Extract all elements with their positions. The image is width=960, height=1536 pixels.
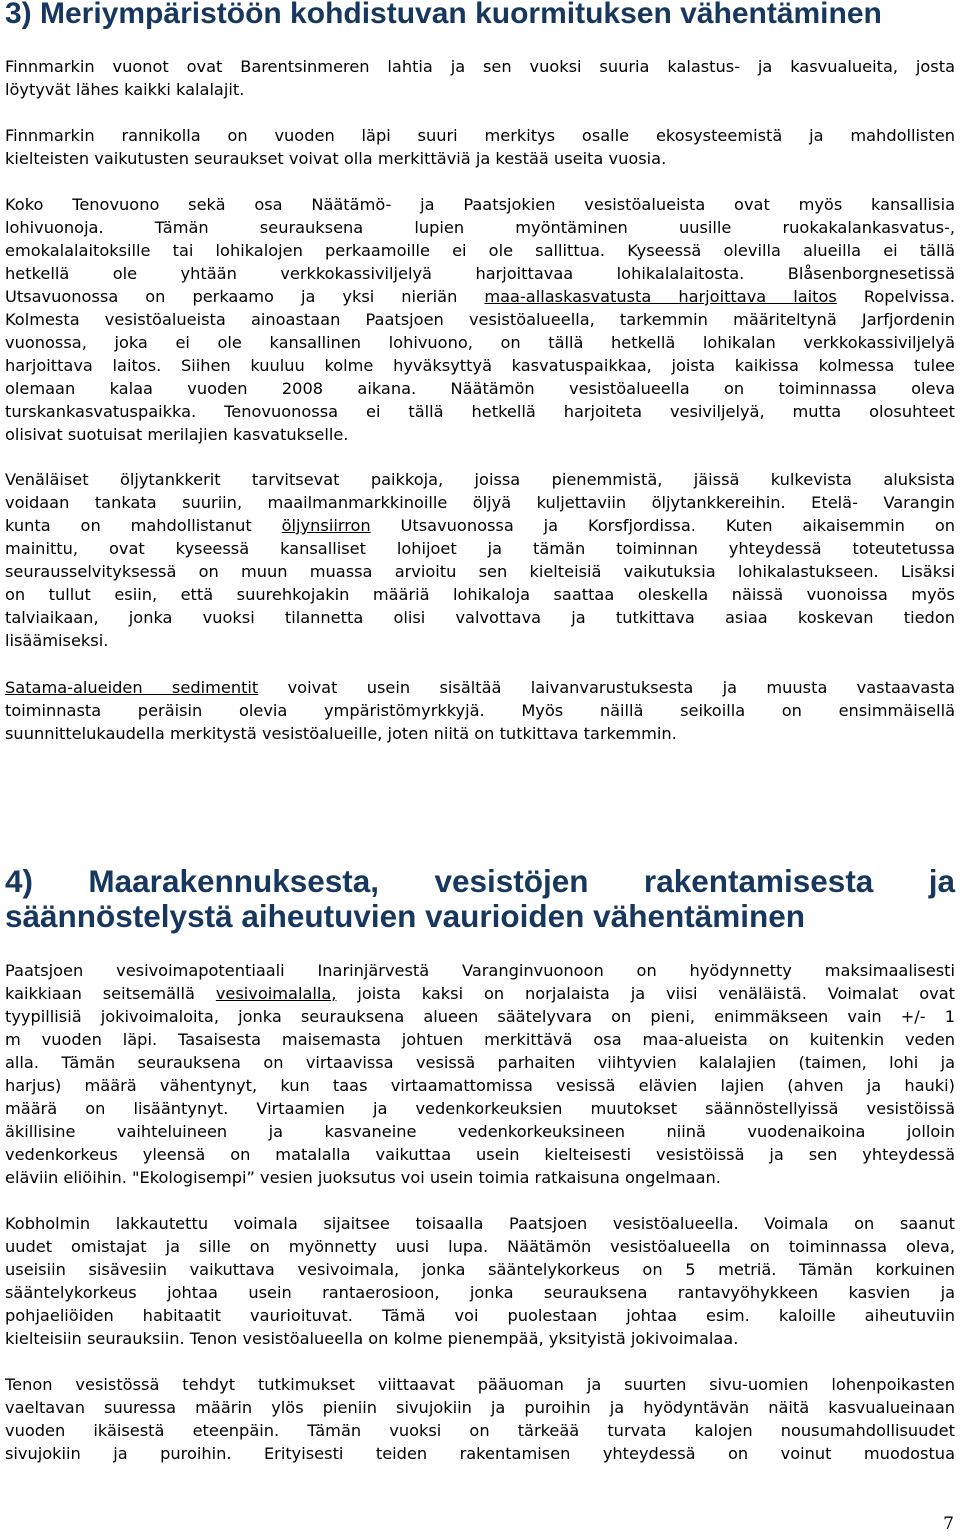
- section-4-paragraph-2: [5, 1212, 955, 1350]
- text-line: kielteisiin seurauksiin. Tenon vesistöalueella on kolme pienempää, yksityistä jokivoimalaa.: [5, 1329, 739, 1348]
- text-line: on tullut esiin, että suurehkojakin määriä lohikaloja saattaa oleskella näissä vuonoissa myös: [5, 585, 955, 604]
- text-line: vuonossa, joka ei ole kansallinen lohivuono, on tällä hetkellä lohikalan verkkokassiviljelyä: [5, 333, 955, 352]
- text-line: [5, 676, 955, 699]
- text-line: emokalalaitoksille tai lohikalojen perkaamoille ei ole sallittua. Kyseessä olevilla alueilla ei tällä: [5, 241, 955, 260]
- text-line: äkillisine vaihteluineen ja kasvaneine vedenkorkeuksineen niinä vuodenaikoina jolloin: [5, 1122, 955, 1141]
- text-run: kaikkiaan seitsemällä: [5, 984, 216, 1003]
- text-line: sääntelykorkeus johtaa usein rantaerosioon, jonka seurauksena rantavyöhykkeen kasvien ja: [5, 1283, 955, 1302]
- text-line: seurausselvityksessä on muun muassa arvioitu sen kielteisiä vaikutuksia lohikalastukseen. Lisäksi: [5, 562, 955, 581]
- text-line: löytyvät lähes kaikki kalalajit.: [5, 80, 245, 99]
- text-line: talviaikaan, jonka vuoksi tilannetta olisi valvottava ja tutkittava asiaa koskevan tiedon: [5, 608, 955, 627]
- page-number: 7: [943, 1514, 954, 1534]
- text-line: alla. Tämän seurauksena on virtaavissa vesissä parhaiten viihtyvien kalalajien (taimen, lohi ja: [5, 1053, 955, 1072]
- text-line: Paatsjoen vesivoimapotentiaali Inarinjärvestä Varanginvuonoon on hyödynnetty maksimaalisesti: [5, 961, 955, 980]
- text-line: [5, 982, 955, 1005]
- text-line: eläviin eliöihin. "Ekologisempi” vesien juoksutus voi usein toimia ratkaisuna ongelmaan.: [5, 1168, 721, 1187]
- heading-line: 4) Maarakennuksesta, vesistöjen rakentamisesta ja: [5, 863, 955, 899]
- section-3-paragraph-2: [5, 124, 955, 170]
- section-4-heading: [5, 864, 955, 934]
- text-line: vuoden ikäisestä eteenpäin. Tämän vuoksi on tärkeää turvata kalojen nousumahdollisuudet: [5, 1421, 955, 1440]
- text-run: Utsavuonossa ja Korsfjordissa. Kuten aikaisemmin on: [370, 516, 955, 535]
- section-3-paragraph-4: [5, 468, 955, 652]
- text-line: Tenon vesistössä tehdyt tutkimukset viittaavat pääuoman ja suurten sivu-uomien lohenpoikasten: [5, 1375, 955, 1394]
- text-line: pohjaeliöiden habitaatit vaurioituvat. Tämä voi puolestaan johtaa esim. kaloille aiheutuviin: [5, 1306, 955, 1325]
- text-line: olisivat suotuisat merilajien kasvatukselle.: [5, 425, 349, 444]
- link-oil-transfer[interactable]: öljynsiirron: [281, 516, 371, 535]
- text-line: mainittu, ovat kyseessä kansalliset lohijoet ja tämän toiminnan yhteydessä toteutetussa: [5, 539, 955, 558]
- section-4-paragraph-1: [5, 959, 955, 1189]
- text-run: kunta on mahdollistanut: [5, 516, 282, 535]
- text-run: Utsavuonossa on perkaamo ja yksi nieriän: [5, 287, 485, 306]
- text-line: sivujokiin ja puroihin. Erityisesti teiden rakentamisen yhteydessä on voinut muodostua: [5, 1444, 955, 1463]
- text-line: tyypillisiä jokivoimaloita, jonka seurauksena alueen säätelyvara on pieni, enimmäkseen vain +/- 1: [5, 1007, 955, 1026]
- text-line: olemaan kalaa vuoden 2008 aikana. Näätämön vesistöalueella on toiminnassa oleva: [5, 379, 955, 398]
- section-3-paragraph-5: [5, 676, 955, 745]
- link-hydropower[interactable]: vesivoimalalla,: [215, 984, 337, 1003]
- text-line: kielteisten vaikutusten seuraukset voivat olla merkittäviä ja kestää useita vuosia.: [5, 149, 667, 168]
- text-line: [5, 285, 955, 308]
- text-line: Kolmesta vesistöalueista ainoastaan Paatsjoen vesistöalueella, tarkemmin määriteltynä Jarfjordenin: [5, 310, 955, 329]
- heading-line: säännöstelystä aiheutuvien vaurioiden vähentäminen: [5, 898, 805, 934]
- section-3-paragraph-3: [5, 193, 955, 446]
- text-line: lohivuonoja. Tämän seurauksena lupien myöntäminen uusille ruokakalankasvatus-,: [5, 218, 955, 237]
- section-3-heading: 3) Meriympäristöön kohdistuvan kuormituksen vähentäminen: [5, 0, 882, 30]
- text-line: voidaan tankata suuriin, maailmanmarkkinoille öljyä kuljettaviin öljytankkereihin. Etelä- Varangin: [5, 493, 955, 512]
- text-line: Kobholmin lakkautettu voimala sijaitsee toisaalla Paatsjoen vesistöalueella. Voimala on saanut: [5, 1214, 955, 1233]
- text-line: Venäläiset öljytankkerit tarvitsevat paikkoja, joissa pienemmistä, jäissä kulkevista aluksista: [5, 470, 955, 489]
- text-line: harjus) määrä vähentynyt, kun taas virtaamattomissa vesissä elävien lajien (ahven ja hauki): [5, 1076, 955, 1095]
- text-line: m vuoden läpi. Tasaisesta maisemasta johtuen merkittävä osa maa-alueista on kuitenkin veden: [5, 1030, 955, 1049]
- text-run: voivat usein sisältää laivanvarustuksesta ja muusta vastaavasta: [258, 678, 955, 697]
- text-line: useisiin sisävesiin vaikuttava vesivoimala, jonka sääntelykorkeus on 5 metriä. Tämän korkuinen: [5, 1260, 955, 1279]
- link-fish-farm[interactable]: maa-allaskasvatusta harjoittava laitos: [484, 287, 837, 306]
- text-line: vaeltavan suuressa määrin ylös pieniin sivujokiin ja puroihin ja hyödyntävän näitä kasvualueinaan: [5, 1398, 955, 1417]
- text-line: Finnmarkin vuonot ovat Barentsinmeren lahtia ja sen vuoksi suuria kalastus- ja kasvualueita, josta: [5, 57, 955, 76]
- text-line: vedenkorkeus yleensä on matalalla vaikuttaa usein kielteisesti vesistöissä ja sen yhteydessä: [5, 1145, 955, 1164]
- text-line: harjoittava laitos. Siihen kuuluu kolme hyväksyttyä kasvatuspaikkaa, joista kaikissa kolmessa tulee: [5, 356, 955, 375]
- text-run: joista kaksi on norjalaista ja viisi venäläistä. Voimalat ovat: [336, 984, 956, 1003]
- link-harbour-sediments[interactable]: Satama-alueiden sedimentit: [5, 678, 259, 697]
- text-line: turskankasvatuspaikka. Tenovuonossa ei tällä hetkellä harjoiteta vesiviljelyä, mutta olosuhteet: [5, 402, 955, 421]
- text-line: suunnittelukaudella merkitystä vesistöalueille, joten niitä on tutkittava tarkemmin.: [5, 724, 677, 743]
- text-line: lisäämiseksi.: [5, 631, 109, 650]
- text-line: hetkellä ole yhtään verkkokassiviljelyä harjoittavaa lohikalalaitosta. Blåsenborgnesetissä: [5, 264, 955, 283]
- text-line: uudet omistajat ja sille on myönnetty uusi lupa. Näätämön vesistöalueella on toiminnassa oleva,: [5, 1237, 955, 1256]
- text-line: Koko Tenovuono sekä osa Näätämö- ja Paatsjokien vesistöalueista ovat myös kansallisia: [5, 195, 955, 214]
- text-line: määrä on lisääntynyt. Virtaamien ja vedenkorkeuksien muutokset säännöstellyissä vesistöissä: [5, 1099, 955, 1118]
- text-line: [5, 514, 955, 537]
- section-4-paragraph-3: [5, 1373, 955, 1465]
- section-3-paragraph-1: [5, 55, 955, 101]
- text-run: Ropelvissa.: [836, 287, 955, 306]
- text-line: toiminnasta peräisin olevia ympäristömyrkkyjä. Myös näillä seikoilla on ensimmäisellä: [5, 701, 955, 720]
- text-line: Finnmarkin rannikolla on vuoden läpi suuri merkitys osalle ekosysteemistä ja mahdollisten: [5, 126, 955, 145]
